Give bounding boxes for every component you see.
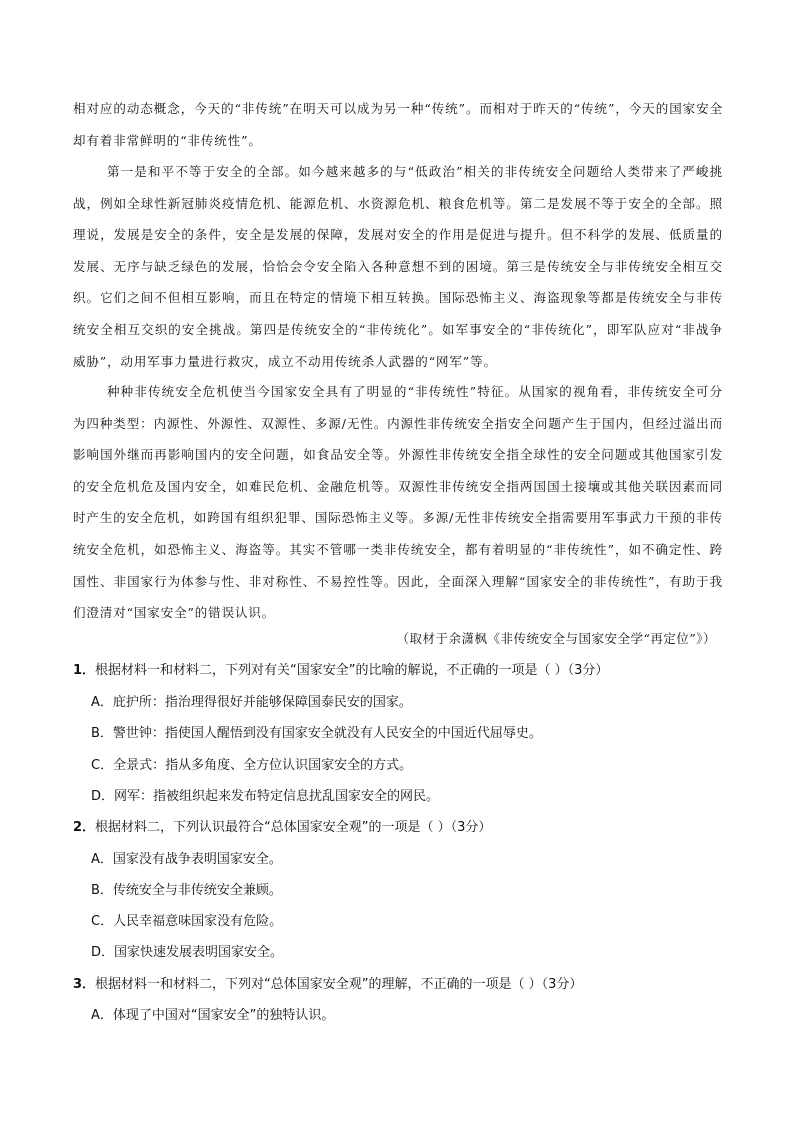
passage-paragraph-3: 种种非传统安全危机使当今国家安全具有了明显的“非传统性”特征。从国家的视角看，非传统安全可分为四种类型：内源性、外源性、双源性、多源/无性。内源性非传统安全指安全问题产生于国内，但经过溢出而影响国外继而再影响国内的安全问题，如食品安全等。外源性非传统安全指全球性的安全问题或其他国家引发的安全危机危及国内安全，如难民危机、金融危机等。双源性非传统安全指两国国土接壤或其他关联因素而同时产生的安全危机，如跨国有组织犯罪、国际恐怖主义等。多源/无性非传统安全指需要用军事武力干预的非传统安全危机，如恐怖主义、海盗等。其实不管哪一类非传统安全，都有着明显的“非传统性”，如不确定性、跨国性、非国家行为体参与性、非对称性、不易控性等。因此，全面深入理解“国家安全的非传统性”，有助于我们澄清对“国家安全”的错误认识。 — [73, 384, 723, 621]
question-2-stem — [73, 817, 733, 839]
question-1-option-b: B．警世钟：指使国人醒悟到没有国家安全就没有人民安全的中国近代屈辱史。 — [91, 726, 542, 741]
passage-paragraph-2: 第一是和平不等于安全的全部。如今越来越多的与“低政治”相关的非传统安全问题给人类带来了严峻挑战，例如全球性新冠肺炎疫情危机、能源危机、水资源危机、粮食危机等。第二是发展不等于安全的全部。照理说，发展是安全的条件，安全是发展的保障，发展对安全的作用是促进与提升。但不科学的发展、低质量的发展、无序与缺乏绿色的发展，恰恰会令安全陷入各种意想不到的困境。第三是传统安全与非传统安全相互交织。它们之间不但相互影响，而且在特定的情境下相互转换。国际恐怖主义、海盗现象等都是传统安全与非传统安全相互交织的安全挑战。第四是传统安全的“非传统化”。如军事安全的“非传统化”，即军队应对“非战争威胁”，动用军事力量进行救灾，成立不动用传统杀人武器的“网军”等。 — [73, 164, 723, 369]
question-2-option-d: D．国家快速发展表明国家安全。 — [91, 945, 284, 960]
question-1-stem — [73, 660, 733, 682]
question-3-number: 3． — [73, 977, 96, 992]
question-1-option-d: D．网军：指被组织起来发布特定信息扰乱国家安全的网民。 — [91, 789, 440, 804]
question-2-number: 2． — [73, 820, 96, 835]
passage-source: （取材于余潇枫《非传统安全与国家安全学“再定位”》） — [396, 631, 716, 646]
question-3-stem — [73, 974, 733, 996]
passage-paragraph-1: 相对应的动态概念，今天的“非传统”在明天可以成为另一种“传统”。而相对于昨天的“传统”，今天的国家安全却有着非常鲜明的“非传统性”。 — [73, 101, 723, 148]
question-2-text: 根据材料二，下列认识最符合“总体国家安全观”的一项是（ ）（3分） — [95, 820, 492, 835]
question-2-option-c: C．人民幸福意味国家没有危险。 — [91, 914, 283, 929]
question-1-number: 1． — [73, 663, 96, 678]
question-3-option-a: A．体现了中国对“国家安全”的独特认识。 — [91, 1008, 335, 1023]
question-1-option-a: A．庇护所：指治理得很好并能够保障国泰民安的国家。 — [91, 695, 412, 710]
question-2-option-b: B．传统安全与非传统安全兼顾。 — [91, 883, 282, 898]
question-1-option-c: C．全景式：指从多角度、全方位认识国家安全的方式。 — [91, 758, 413, 773]
question-2-option-a: A．国家没有战争表明国家安全。 — [91, 852, 282, 867]
question-1-text: 根据材料一和材料二，下列对有关“国家安全”的比喻的解说，不正确的一项是（ ）（3分） — [95, 663, 609, 678]
question-3-text: 根据材料一和材料二，下列对“总体国家安全观”的理解，不正确的一项是（ ）（3分） — [95, 977, 583, 992]
